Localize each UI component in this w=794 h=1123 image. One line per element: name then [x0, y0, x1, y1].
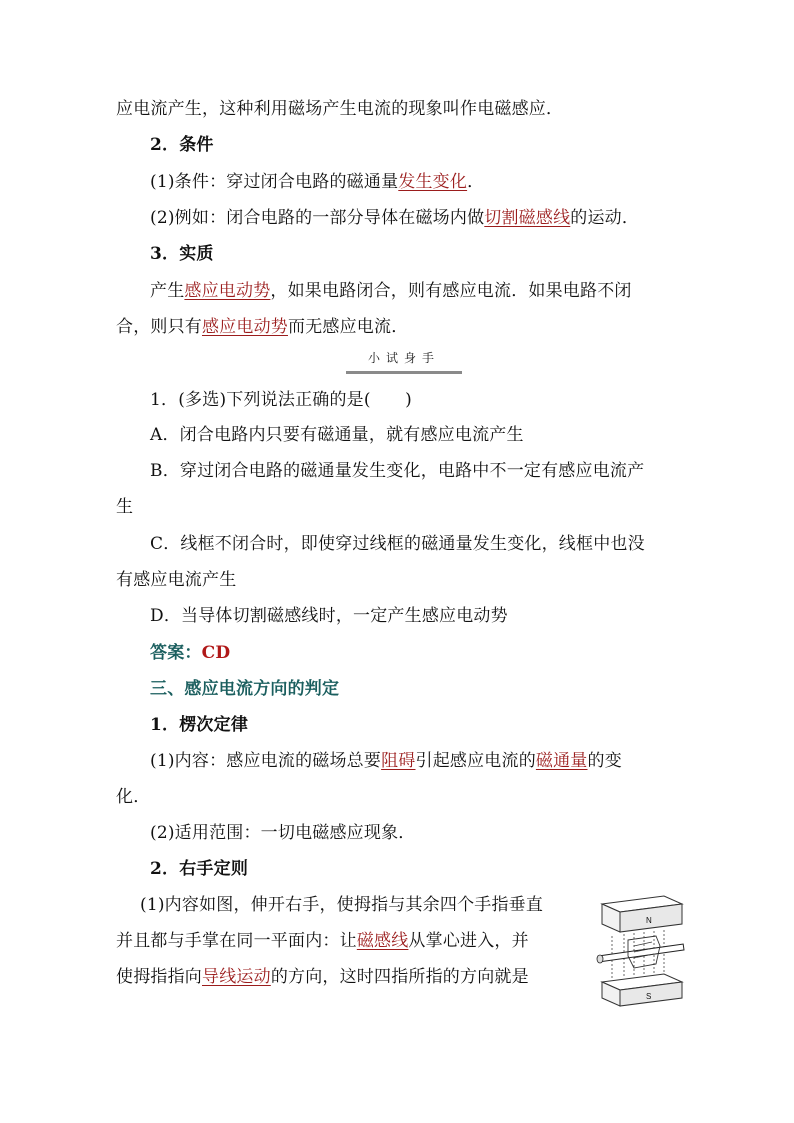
option-b-line-2: 生 — [116, 497, 134, 517]
section-title: 三、感应电流方向的判定 — [150, 679, 340, 699]
practice-badge: 小试身手 — [367, 351, 440, 365]
condition-line-2: (2)例如：闭合电路的一部分导体在磁场内做切割磁感线的运动． — [150, 208, 640, 228]
south-label: S — [646, 992, 652, 1001]
right-hand-line-1: (1)内容如图，伸开右手，使拇指与其余四个手指垂直 — [140, 895, 544, 915]
magnet-conductor-figure — [594, 890, 686, 1010]
text-line: 应电流产生，这种利用磁场产生电流的现象叫作电磁感应． — [116, 99, 564, 119]
condition-line-1: (1)条件：穿过闭合电路的磁通量发生变化． — [150, 172, 485, 192]
right-hand-line-3: 使拇指指向导线运动的方向，这时四指所指的方向就是 — [116, 967, 529, 987]
option-d: D．当导体切割磁感线时，一定产生感应电动势 — [150, 606, 508, 626]
essence-heading: 3．实质 — [150, 244, 214, 264]
north-label: N — [646, 916, 652, 925]
highlight-term: 阻碍 — [381, 751, 416, 771]
essence-line-1: 产生感应电动势，如果电路闭合，则有感应电流．如果电路不闭 — [150, 281, 632, 301]
highlight-term: 导线运动 — [202, 967, 271, 987]
highlight-term: 磁感线 — [356, 931, 409, 951]
conductor-rod — [598, 944, 684, 962]
option-a: A．闭合电路内只要有磁通量，就有感应电流产生 — [150, 425, 524, 445]
option-c-line-2: 有感应电流产生 — [116, 570, 237, 590]
lenz-heading: 1．楞次定律 — [150, 715, 249, 735]
highlight-term: 发生变化 — [398, 172, 468, 192]
essence-line-2: 合，则只有感应电动势而无感应电流． — [116, 317, 409, 337]
lenz-scope: (2)适用范围：一切电磁感应现象． — [150, 823, 416, 843]
highlight-term: 感应电动势 — [202, 317, 288, 337]
answer-line — [150, 641, 230, 665]
condition-heading: 2．条件 — [150, 135, 214, 155]
answer-value: CD — [201, 643, 231, 663]
option-b-line-1: B．穿过闭合电路的磁通量发生变化，电路中不一定有感应电流产 — [150, 461, 645, 481]
highlight-term: 磁通量 — [535, 751, 588, 771]
right-hand-heading: 2．右手定则 — [150, 859, 249, 879]
highlight-term: 切割磁感线 — [484, 208, 571, 228]
option-c-line-1: C．线框不闭合时，即使穿过线框的磁通量发生变化，线框中也没 — [150, 534, 645, 554]
badge-underline — [346, 371, 462, 374]
rod-end — [597, 955, 603, 963]
highlight-term: 感应电动势 — [184, 281, 271, 301]
lenz-line-2: 化． — [116, 787, 151, 807]
lenz-line-1: (1)内容：感应电流的磁场总要阻碍引起感应电流的磁通量的变 — [150, 751, 622, 771]
answer-label: 答案： — [150, 643, 202, 663]
right-hand-line-2: 并且都与手掌在同一平面内：让磁感线从掌心进入，并 — [116, 931, 529, 951]
question-line: 1．(多选)下列说法正确的是( ) — [150, 390, 412, 410]
